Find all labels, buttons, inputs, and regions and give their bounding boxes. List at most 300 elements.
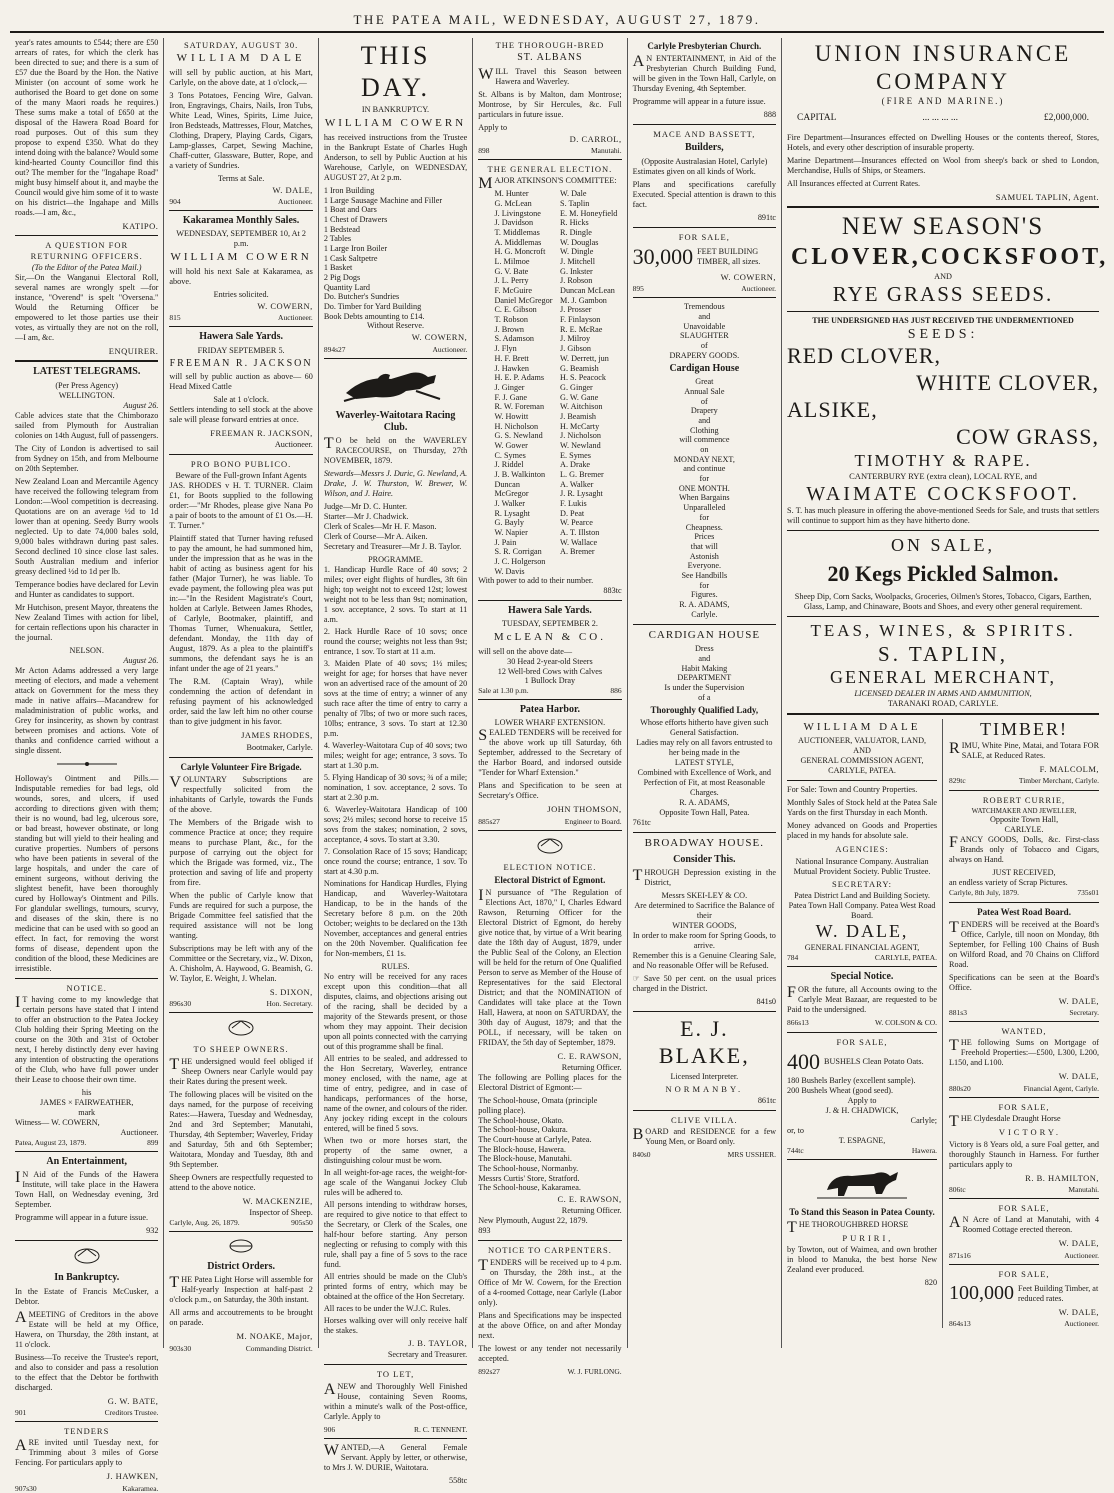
sheep-owners-number: 905s50 [291,1218,313,1227]
insurance-signature: SAMUEL TAPLIN, Agent. [995,191,1100,202]
this-day-role: Auctioneer. [432,344,468,354]
victory-signature: R. B. HAMILTON, [1025,1172,1100,1183]
polling-place: The School-house, Okato. [478,1115,564,1125]
presbyterian-text: AN ENTERTAINMENT, in Aid of the Presbyterian Church Building Fund, will be given in the Town Hall, Carlyle, on Thursday Evening, 4th September. [632,52,777,93]
tenders-title: TENDERS [64,1426,110,1436]
committee-member: J. R. Lysaght [560,489,603,499]
this-day-number: 894s27 [323,344,346,354]
committee-member: J. Livingstone [494,208,541,218]
auction-item: 1 Large Sausage Machine and Filler [323,195,443,205]
auction-item: 1 Cask Saltpetre [323,253,378,263]
oats-sale-number: 744tc [787,1145,804,1155]
committee-member: J. Mitchell [560,257,596,267]
committee-member: J. Beamish [560,411,596,421]
agencies-title: AGENCIES: [835,844,889,855]
column-4 [473,38,627,1376]
committee-member: W. Napier [494,527,528,537]
kakaramea-text: will hold his next Sale at Kakaramea, as above. [169,266,313,286]
hawera-yards-title: Hawera Sale Yards. [508,605,592,617]
polling-places-intro: The following are Polling places for the Electoral District of Egmont:— [478,1073,622,1093]
sale-item: 12 Well-bred Cows with Calves [497,666,603,676]
broadway-number: 841s0 [756,996,777,1006]
rules-role: Secretary and Treasurer. [387,1350,468,1360]
hawera-sale-time: Sale at 1 o'clock. [213,394,269,404]
committee-member: D. Peat [560,508,585,518]
committee-member: J. Milroy [560,334,591,344]
broadway-save-text: Save 50 per cent. on the usual prices charged in the District. [632,973,777,993]
w-dale-place: CARLYLE, PATEA. [874,953,938,963]
racing-nominations: Nominations for Handicap Hurdles, Flying Handicap, and Waverley-Waitotara Handicap, to be in the hands of the Secretary before 8 p.m. on the 20th October; weights to be declared on the 13th November, acceptances and general entries on the 20th November. Qualification fee for Non-members, £1 1s. [323,879,468,959]
auction-item: 2 Tables [323,234,352,244]
sheep-owners-role: Inspector of Sheep. [249,1208,313,1217]
building-timber-title: FOR SALE, [998,1268,1050,1279]
dale-place: CARLYLE, PATEA. [828,766,896,776]
auction-item: 1 Large Iron Boiler [323,243,388,253]
building-timber-amount: 100,000 [949,1282,1015,1305]
election-notice-text: IN pursuance of "The Regulation of Elections Act, 1870," I, Charles Edward Rawson, Returning Officer for the Electoral District of Egmont, do hereby give notice that, by virtue of a Writ bearing date the 18th day of August, 1879, under the Public Seal of the Colony, an Election will be held for the return of One Qualified Person to serve as Member of the House of Representatives for the said Electoral District; and that the NOMINATION of Candidates will take place at the Town Hall, Hawera, at noon on SATURDAY, the 30th day of August, 1879; and that the POLL, if necessary, will be taken on FRIDAY, the 5th day of September, 1879. [478,887,622,1048]
sheep-owners-text: The following places will be visited on the days named, for the purpose of receiving Rates:—Hawera, Tuesday and Wednesday, 2nd and 3rd September; Manutahi, Thursday, 4th September; Waverley, Friday and Saturday, 5th and 6th September; Waitotara, Monday and Tuesday, 8th and 9th September. [169,1089,313,1169]
auction-item: 1 Chest of Drawers [323,214,388,224]
hawera-sale-auctioneer: FREEMAN R. JACKSON [169,357,313,369]
sheep-owners-signature: W. MACKENZIE, [242,1195,313,1206]
slaughter-line: When Bargains [679,493,730,503]
slaughter-line: Everyone. [687,561,722,571]
telegrams-place-2: NELSON. [69,645,104,655]
election-notice-role: Returning Officer. [561,1063,622,1073]
cardigan-satisfaction: General Satisfaction. [669,728,739,738]
kegs-salmon: 20 Kegs Pickled Salmon. [827,560,1059,586]
special-notice-signature: W. COLSON & CO. [875,1018,938,1028]
committee-member: J. L. Perry [494,276,529,286]
dale-sale: For Sale: Town and Country Properties. [787,785,918,795]
seeds-title: NEW SEASON'S [841,213,1045,240]
cardigan-line: DEPARTMENT [677,673,732,683]
wanted-text: THE following Sums on Mortgage of Freehold Properties:—£500, L300, L200, L150, and L100. [949,1037,1100,1068]
notice-mark: mark [78,1107,96,1117]
pro-bono-subtitle: Beware of the Full-grown Infant Agents [175,471,307,481]
committee-member: J. Robson [560,276,593,286]
capital-dots: ... ... ... ... [922,113,958,124]
timber-sale-signature: W. COWERN, [720,271,777,282]
kakaramea-signature: W. COWERN, [257,300,313,311]
district-orders-number: 903s30 [169,1343,192,1353]
slaughter-sale-info [633,377,776,493]
ornament-icon [15,760,158,770]
timber-signature: F. MALCOLM, [1039,764,1100,775]
seeds-timothy: TIMOTHY & RAPE. [854,450,1032,470]
w-dale-title: W. DALE, [815,921,909,942]
racing-club-starter: Starter—Mr J. Chadwick. [323,512,409,522]
auction-item: 1 Boat and Oars [323,205,377,215]
acre-text: AN Acre of Land at Manutahi, with 4 Roomed Cottage erected thereon. [949,1214,1100,1235]
seeds-cow-grass: COW GRASS, [956,423,1100,449]
committee-member: H. F. Brett [494,353,529,363]
broadway-text-4: Remember this is a Genuine Clearing Sale, and No reasonable Offer will be Refused. [632,950,777,970]
racing-club-stewards: Stewards—Messrs J. Duric, G. Newland, A. Drake, J. W. Thurston, W. Brewer, W. Wilson, and J. Haire. [323,469,468,499]
column-3 [319,38,473,1485]
committee-member: R. Dingle [560,228,592,238]
mace-bassett-text: Estimates given on all kinds of Work. [632,166,756,176]
timber-sale-amount: 30,000 [632,243,694,269]
oats-sale-title: FOR SALE, [836,1036,888,1047]
on-sale-title: ON SALE, [891,535,996,555]
committee-member: J. Prosser [560,305,592,315]
slaughter-line: Tremendous [684,302,725,312]
broadway-text-2: Are determined to Sacrifice the Balance of their [634,900,775,920]
polling-place: The Block-house, Manutahi. [478,1154,572,1164]
question-editor: (To the Editor of the Patea Mail.) [31,263,142,273]
committee-member: A. T. Illston [560,527,600,537]
blake-number: 861tc [757,1095,777,1105]
seeds-canterbury: CANTERBURY RYE (extra clean), LOCAL RYE, and [849,471,1037,482]
slaughter-line: will commence [679,435,730,445]
telegram-item: Mr Acton Adams addressed a very large meeting of electors, and made a vehement attack on Government for the mess they made in native affairs—Macandrew for maladministration of public works, and Grey for insincerity, as shown by contrast between promises and actions. Vote of thanks and confidence carried without a single dissent. [15,665,159,755]
committee-member: J. B. Walkinton [494,469,546,479]
committee-member: J. Ginger [494,382,525,392]
slaughter-line: See Handbills [681,570,728,580]
seeds-rye: RYE GRASS SEEDS. [832,281,1054,306]
cardigan-line: Is under the Supervision [664,682,745,692]
insurance-capital [797,113,1089,125]
telegram-item: New Zealand Loan and Mercantile Agency have received the following telegram from London:—Wool competition is decreasing. Quotations are on an average ½d to 1d lower than at opening. Seedy Burry wools neglected. Up to date 74,000 bales sold, 9,000 bales withdrawn during past sales. Second declined 10 since close last sales. South Australian medium and inferior greasy declined ½d to 1d per lb. [15,476,159,576]
committee-member: W. Derrett, jun [560,353,609,363]
crest-icon [478,835,621,858]
committee-member: J. Riddel [494,460,524,470]
seeds-and: AND [934,271,952,281]
cardigan-number: 761tc [632,818,651,828]
pro-bono-title: PRO BONO PUBLICO. [190,459,292,470]
committee-member: G. Ginger [560,382,593,392]
committee-member: A. Walker [560,479,594,489]
dale-money: Money advanced on Goods and Properties placed in my hands for absolute sale. [787,821,938,841]
kakaramea-auctioneer: WILLIAM COWERN [170,251,312,264]
w-dale-number: 784 [787,953,799,963]
committee-member: G. McLean [494,199,532,209]
committee-member: W. Gower [494,440,528,450]
district-orders-text: THE Patea Light Horse will assemble for Half-yearly Inspection at half-past 2 o'clock p.m., on Saturday, the 30th instant. [169,1274,313,1305]
presbyterian-title: Carlyle Presbyterian Church. [647,41,762,51]
stand-season-text: THE THOROUGHBRED HORSE [787,1218,909,1236]
notice-signature: JAMES × FAIRWEATHER, [40,1097,134,1107]
rule-item: All entries to be sealed, and addressed to the Hon Secretary, Waverley, entrance money enclosed, with the name, age at time of entry, pedigree, and in case of handicaps, performances of the horse, name of the owner, and colours of the rider. Any jockey riding except in the colours entered, will be fined 5 sovs. [323,1054,468,1134]
fire-brigade-text: When the public of Carlyle know that Funds are required for such a purpose, the Brigade Committee feel satisfied that the required assistance will not be long wanting. [169,890,313,940]
broadway-text-3: In order to make room for Spring Goods, to arrive. [632,930,776,950]
saturday-sale-role: Auctioneer. [278,197,313,207]
this-day-auctioneer: WILLIAM COWERN [324,117,467,130]
slaughter-line: for [699,474,710,484]
currie-scrap: an endless variety of Scrap Pictures. [949,878,1068,888]
mace-bassett-address: (Opposite Australasian Hotel, Carlyle) [641,156,768,166]
seeds-waimate: WAIMATE COCKSFOOT. [806,482,1080,505]
rule-item: No entry will be received for any races except upon this condition—that all disputes, claims, and objections arising out of the racing, shall be decided by a majority of the Stewards present, or those whom they may appoint. Their decision upon all points connected with the carrying out of this programme shall be final. [323,972,468,1052]
committee-member: C. Symes [494,450,526,460]
harbor-signature: JOHN THOMSON, [547,804,622,815]
slaughter-line: for [699,580,710,590]
acre-title: FOR SALE, [998,1203,1050,1214]
committee-member: H. S. Peacock [560,373,606,383]
committee-member: G. Beamish [560,363,599,373]
capital-label: CAPITAL [797,113,837,124]
harbor-text: SEALED TENDERS will be received for the above work up till Saturday, 6th September, addressed to the Secretary of the Harbor Board, and indorsed outside "Tender for Wharf Extension." [478,727,622,778]
mace-bassett-title: MACE AND BASSETT, [653,128,756,139]
cardigan-house-name: Cardigan House [669,363,740,375]
wanted-role: Financial Agent, Carlyle. [1023,1083,1100,1093]
notice-his: his [81,1087,92,1097]
committee-member: G. Inkster [560,266,593,276]
question-signature: ENQUIRER. [108,346,159,357]
currie-address: Opposite Town Hall, [989,815,1059,825]
slaughter-line: ONE MONTH. [678,483,730,493]
telegram-item: Cable advices state that the Chimborazo sailed from Plymouth for Australian colonies on 14th August, full of passengers. [15,410,159,440]
committee-member: C. E. Gibson [494,305,537,315]
w-dale-subtitle: GENERAL FINANCIAL AGENT, [804,943,920,953]
cardigan-line: Dress [695,644,714,654]
timber-sale-number: 895 [632,284,644,294]
auction-item: Do. Timber for Yard Building [323,301,422,311]
saturday-sale-items: 3 Tons Potatoes, Fencing Wire, Galvan. Iron, Engravings, Chairs, Nails, Iron Tubs, White Lead, Wines, Spirits, Lime Juice, Iron Bedsteads, Mattresses, Flour, Matches, Clothing, Drapery, Playing Cards, Cigars, Lamp-glasses, Carpet, Sewing Machine, Chaff-cutter, Glassware, Butter, Rope, and a variety of Sundries. [169,90,313,170]
saturday-sale-signature: W. DALE, [272,184,313,195]
question-title: A QUESTION FOR RETURNING OFFICERS. [30,240,143,261]
victory-name: VICTORY. [998,1127,1062,1138]
cardigan-address: Opposite Town Hall, Patea. [659,808,750,818]
slaughter-line: Cheapness. [685,522,723,532]
pro-bono-case: JAS. RHODES v H. T. TURNER. Claim £1, for Boots supplied to the following order:—"Mr Rhodes, please give Nana Po a pair of boots to the amount of £1 Os.—H. T. Turner." [169,481,313,531]
oats-sale-barley: 180 Bushels Barley (excellent sample). [787,1075,916,1085]
this-day-items [324,186,467,321]
thoroughbred-name: ST. ALBANS [517,52,583,64]
telegrams-place-1: WELLINGTON. [58,390,115,400]
seeds-cocksfoot: COCKSFOOT, [920,243,1109,270]
insurance-rates: All Insurances effected at Current Rates. [787,178,921,188]
tenders-number: 907s30 [15,1483,37,1493]
this-day-signature: W. COWERN, [411,332,468,343]
broadway-title: BROADWAY HOUSE. [644,837,764,850]
auction-item: 2 Pig Dogs [323,272,361,282]
entertainment-note: Programme will appear in a future issue. [15,1213,149,1223]
insurance-subtitle: (FIRE AND MARINE.) [881,96,1005,107]
slaughter-line: on [700,445,709,455]
telegram-item: Temperance bodies have declared for Levin and Hunter as candidates to support. [15,579,159,599]
harbor-role: Engineer to Board. [564,816,622,826]
committee-member: H. E. P. Adams [494,373,545,383]
pro-bono-text: Plaintiff stated that Turner having refused to pay the amount, he had summoned him, under the impression that as he was in the habit of acting as business agent for his father (Major Turner), he was liable. To evade payment, the following plea was put in:—"In the Resident Magistrate's Court, holden at Carlyle. Between James Rhodes, of Carlyle, Bootmaker, plaintiff, and Thomas Turner, Whenuakura, Settler, defendant. Monday, the 11th day of August, 1879. As a plea to the plaintiff's summons, the defendant says he is an infant under the age of 21 years." [169,534,313,674]
slaughter-line: that will [690,541,718,551]
committee-member: F. Finlayson [560,315,601,325]
pointing-hand-icon: ☞ [632,973,640,983]
crest-icon [15,1245,158,1268]
dale-subtitle: AUCTIONEER, VALUATOR, LAND, [798,736,927,746]
thoroughbred-pedigree: St. Albans is by Malton, dam Montrose; Montrose, by Sir Hercules, &c. Full particulars in future issue. [478,89,622,119]
wanted-servant-number: 558tc [449,1475,468,1485]
this-day-title: THIS DAY. [360,41,431,102]
notice-date: Patea, August 23, 1879. [15,1137,87,1147]
special-notice-number: 866s13 [787,1018,809,1028]
hawera-yards-text: will sell on the above date— [478,646,573,656]
saturday-sale-auctioneer: WILLIAM DALE [176,52,306,65]
general-election-number: 883tc [603,586,622,596]
kakaramea-date: WEDNESDAY, SEPTEMBER 10, At 2 p.m. [176,229,306,249]
slaughter-bargains [633,493,776,532]
committee-member: W. Douglas [560,237,599,247]
cardigan-line: Habit Making [681,663,728,673]
holloway-text: Holloway's Ointment and Pills.—Indisputable remedies for bad legs, old wounds, sores, and ulcers, if used according to directions given with them; their is no wound, bad leg, ulcerous sore, or bad breast, however obstinate, or long standing but will yield to their healing and curative properties. Numbers of persons who have been patients in several of the large hospitals, and under the care of eminent surgeons, without deriving the slightest benefit, have been thoroughly cured by Holloway's Ointment and Pills. For glandular swellings, tumours, scurvy, and diseases of the skin, there is no medicine that can be used with so good an effect. In fact, for removing the worst forms of disease, dependent upon the condition of the blood, these Medicines are irresistible. [15,773,159,973]
committee-member: H. McCarty [560,421,600,431]
committee-member: G. Bayly [494,518,525,528]
dale-monthly: Monthly Sales of Stock held at the Patea Sale Yards on the first Thursday in each Month. [787,798,938,818]
committee-member: R. E. McRae [560,324,603,334]
programme-item: 3. Maiden Plate of 40 sovs; 1½ miles; weight for age; for horses that have never won an advertised race of the amount of 20 sovs at the time of entry; a winner of any such race after the time of entry to carry a penalty of 7lbs; of two or more such races, 10lbs; entrance, 3 sovs. To start at 12.30 p.m. [323,659,468,739]
thoroughbred-number: 898 [478,145,490,155]
programme-list [324,565,467,877]
kegs-text: Sheep Dip, Corn Sacks, Woolpacks, Groceries, Oilmen's Stores, Tobacco, Cigars, Earthen, Glass, Lamp, and Chinaware, Boots and Shoes, and every other general requirement. [794,591,1092,611]
column-5 [628,38,782,1348]
clive-villa-signature: MRS USSHER. [727,1150,777,1160]
notice-witness-title: Auctioneer. [120,1127,159,1137]
taplin-address: TARANAKI ROAD, CARLYLE. [887,699,999,709]
election-notice-date: New Plymouth, August 22, 1879. [478,1216,588,1226]
notice-witness: Witness— W. COWERN, [15,1117,100,1127]
acre-role: Auctioneer. [1064,1250,1100,1260]
sale-item: 1 Bullock Dray [524,676,576,686]
seeds-red-clover: RED CLOVER, [787,343,942,369]
tenders-signature: J. HAWKEN, [106,1471,159,1482]
fire-brigade-role: Hon. Secretary. [266,999,313,1009]
currie-date: Carlyle, 8th July, 1879. [949,888,1019,898]
slaughter-line: SLAUGHTER [679,331,729,341]
committee-member: H. Nicholson [494,421,539,431]
pro-bono-role: Bootmaker, Carlyle. [246,742,313,752]
fire-brigade-title: Carlyle Volunteer Fire Brigade. [180,761,302,772]
clive-villa-title: CLIVE VILLA. [671,1114,738,1125]
rule-item: All persons intending to withdraw horses, are required to give notice to that effect to the Secretary, or Clerk of the Scales, one half-hour before starting. Any person neglecting or refusing to comply with this rule, shall pay a fine of 5 sovs to the race fund. [323,1200,468,1270]
blake-subtitle: Licensed Interpreter. [670,1071,739,1081]
committee-member: W. Aitchison [560,402,603,412]
cardigan-signature: R. A. ADAMS, [679,798,730,808]
to-let-text: ANEW and Thoroughly Well Finished House, containing Seven Rooms, within a minute's walk of the Post-office, Carlyle. Apply to [323,1380,468,1421]
slaughter-handbills [633,571,776,600]
committee-member: J. Pain [494,537,517,547]
seeds-headline [791,243,1109,272]
currie-title: ROBERT CURRIE, [982,794,1066,805]
mace-bassett-number: 891tc [757,212,777,222]
kakaramea-role: Auctioneer. [278,313,313,323]
committee-list [494,189,621,576]
committee-member: G. V. Bate [494,266,529,276]
taplin-name: S. TAPLIN, [878,641,1009,666]
stand-season-horse: PURIRI, [842,1232,894,1243]
programme-item: 2. Hack Hurdle Race of 10 sovs; once round the course; weights not less than 9st; entrance, 1 sov. To start at 11 a.m. [323,627,468,657]
dale-title: WILLIAM DALE [803,721,921,734]
hawera-yards-time: Sale at 1.30 p.m. [478,685,529,695]
thoroughbred-signature: D. CARROL, [569,133,622,144]
patea-west-role: Secretary. [1069,1007,1100,1017]
saturday-sale-title: SATURDAY, AUGUST 30. [183,40,299,50]
broadway-goods: WINTER GOODS, [672,920,737,930]
rule-item: Horses walking over will only receive half the stakes. [323,1316,468,1336]
wanted-servant-text: WANTED,—A General Female Servant. Apply by letter, or otherwise, to Mrs J. W. DURIE, Waitotara. [323,1441,468,1472]
slaughter-line: of [700,340,708,350]
cardigan-dress-title: CARDIGAN HOUSE [648,628,761,641]
committee-member: A. Middlemas [494,237,542,247]
slaughter-line: MONDAY NEXT, [673,454,735,464]
bankruptcy-number: 901 [15,1407,27,1417]
committee-member: G. S. Newland [494,431,543,441]
telegram-item: The City of London is advertised to sail from Sydney on 15th, and from Melbourne on 20th September. [15,443,159,473]
committee-member: T. Robson [494,315,528,325]
slaughter-line: and continue [683,464,726,474]
fire-brigade-text: The Members of the Brigade wish to commence Practice at once; they require means to purchase Plant, &c., for the purpose of carrying out the object for which the Brigade was formed, viz., The protection and saving of life and property from fire. [169,817,313,887]
rule-item: All races to be under the W.J.C. Rules. [323,1304,451,1314]
hawera-yards-auctioneer: McLEAN & CO. [493,631,606,644]
kakaramea-entries: Entries solicited. [213,289,269,299]
committee-member: W. Dale [560,189,587,199]
telegrams-title: LATEST TELEGRAMS. [33,366,141,378]
general-election-note: With power to add to their number. [478,576,594,586]
polling-place: The School-house, Kakaramea. [478,1183,581,1193]
hawera-sale-role: Auctioneer. [274,440,313,450]
currie-text: FANCY GOODS, Dolls, &c. First-class Brands only of Tobacco and Cigars, always on Hand. [949,834,1100,865]
committee-member: S. Taplin [560,199,590,209]
committee-member: A. Bremer [560,547,595,557]
column-2 [164,38,318,1353]
district-orders-title: District Orders. [207,1261,275,1273]
committee-member: R. W. Foreman [494,402,545,412]
programme-item: 6. Waverley-Waitotara Handicap of 100 sovs; 2½ miles; second horse to receive 15 sovs from the stakes; nomination, 2 sovs, acceptance, 4 sovs. To start at 3.30. [323,805,468,845]
stand-season-number: 820 [924,1278,938,1288]
presbyterian-note: Programme will appear in a future issue. [632,96,766,106]
bankruptcy-estate: In the Estate of Francis McCusker, a Debtor. [15,1286,159,1306]
committee-member: J. C. Holgerson [494,556,546,566]
committee-member: R. Lysaght [494,508,530,518]
hawera-yards-number: 886 [610,685,622,695]
seeds-alsike: ALSIKE, [787,396,878,422]
patea-west-signature: W. DALE, [1058,995,1100,1006]
rules-signature: J. B. TAYLOR, [408,1338,468,1349]
committee-member: A. Drake [560,460,591,470]
rules-title: RULES. [381,962,410,972]
telegrams-date-1: August 26. [123,400,159,410]
to-let-number: 906 [323,1424,336,1434]
clive-villa-number: 840s0 [632,1150,651,1160]
timber-text: RIMU, White Pine, Matai, and Totara FOR SALE, at Reduced Rates. [949,740,1100,761]
auction-item: Do. Butcher's Sundries [323,292,400,302]
programme-title: PROGRAMME. [368,555,423,565]
district-orders-text: All arms and accoutrements to be brought on parade. [169,1308,313,1328]
rule-item: In all weight-for-age races, the weight-for-age scale of the Wanganui Jockey Club rules will be adhered to. [323,1168,468,1198]
thoroughbred-title: THE THOROUGH-BRED [495,40,605,50]
seeds-white-clover: WHITE CLOVER, [916,370,1100,396]
telegrams-agency: (Per Press Agency) [55,380,119,390]
saturday-sale-text: will sell by public auction, at his Mart, Carlyle, on the above date, at 1 o'clock,— [169,67,313,87]
cardigan-text: Whose efforts hitherto have given such [640,718,769,728]
timber-role: Timber Merchant, Carlyle. [1018,776,1100,786]
committee-member: J. Gibson [560,344,591,354]
bankruptcy-title: In Bankruptcy. [54,1272,120,1284]
presbyterian-number: 888 [763,109,777,119]
masthead: THE PATEA MAIL, WEDNESDAY, AUGUST 27, 1879. [10,12,1104,33]
committee-member: E. Symes [560,450,591,460]
oats-sale-apply: Apply to [847,1095,877,1105]
slaughter-line: DRAPERY GOODS. [669,350,740,360]
slaughter-line: Figures. [691,590,718,600]
insurance-title: UNION INSURANCE COMPANY [814,41,1072,95]
polling-place: The Block-house, Hawera. [478,1144,566,1154]
slaughter-prices [633,532,776,571]
hawera-sale-signature: FREEMAN R. JACKSON, [210,427,313,438]
taplin-licence: LICENSED DEALER IN ARMS AND AMMUNITION, [854,689,1032,699]
slaughter-line: Annual Sale [684,387,725,397]
committee-member: J. Nicholson [560,431,601,441]
